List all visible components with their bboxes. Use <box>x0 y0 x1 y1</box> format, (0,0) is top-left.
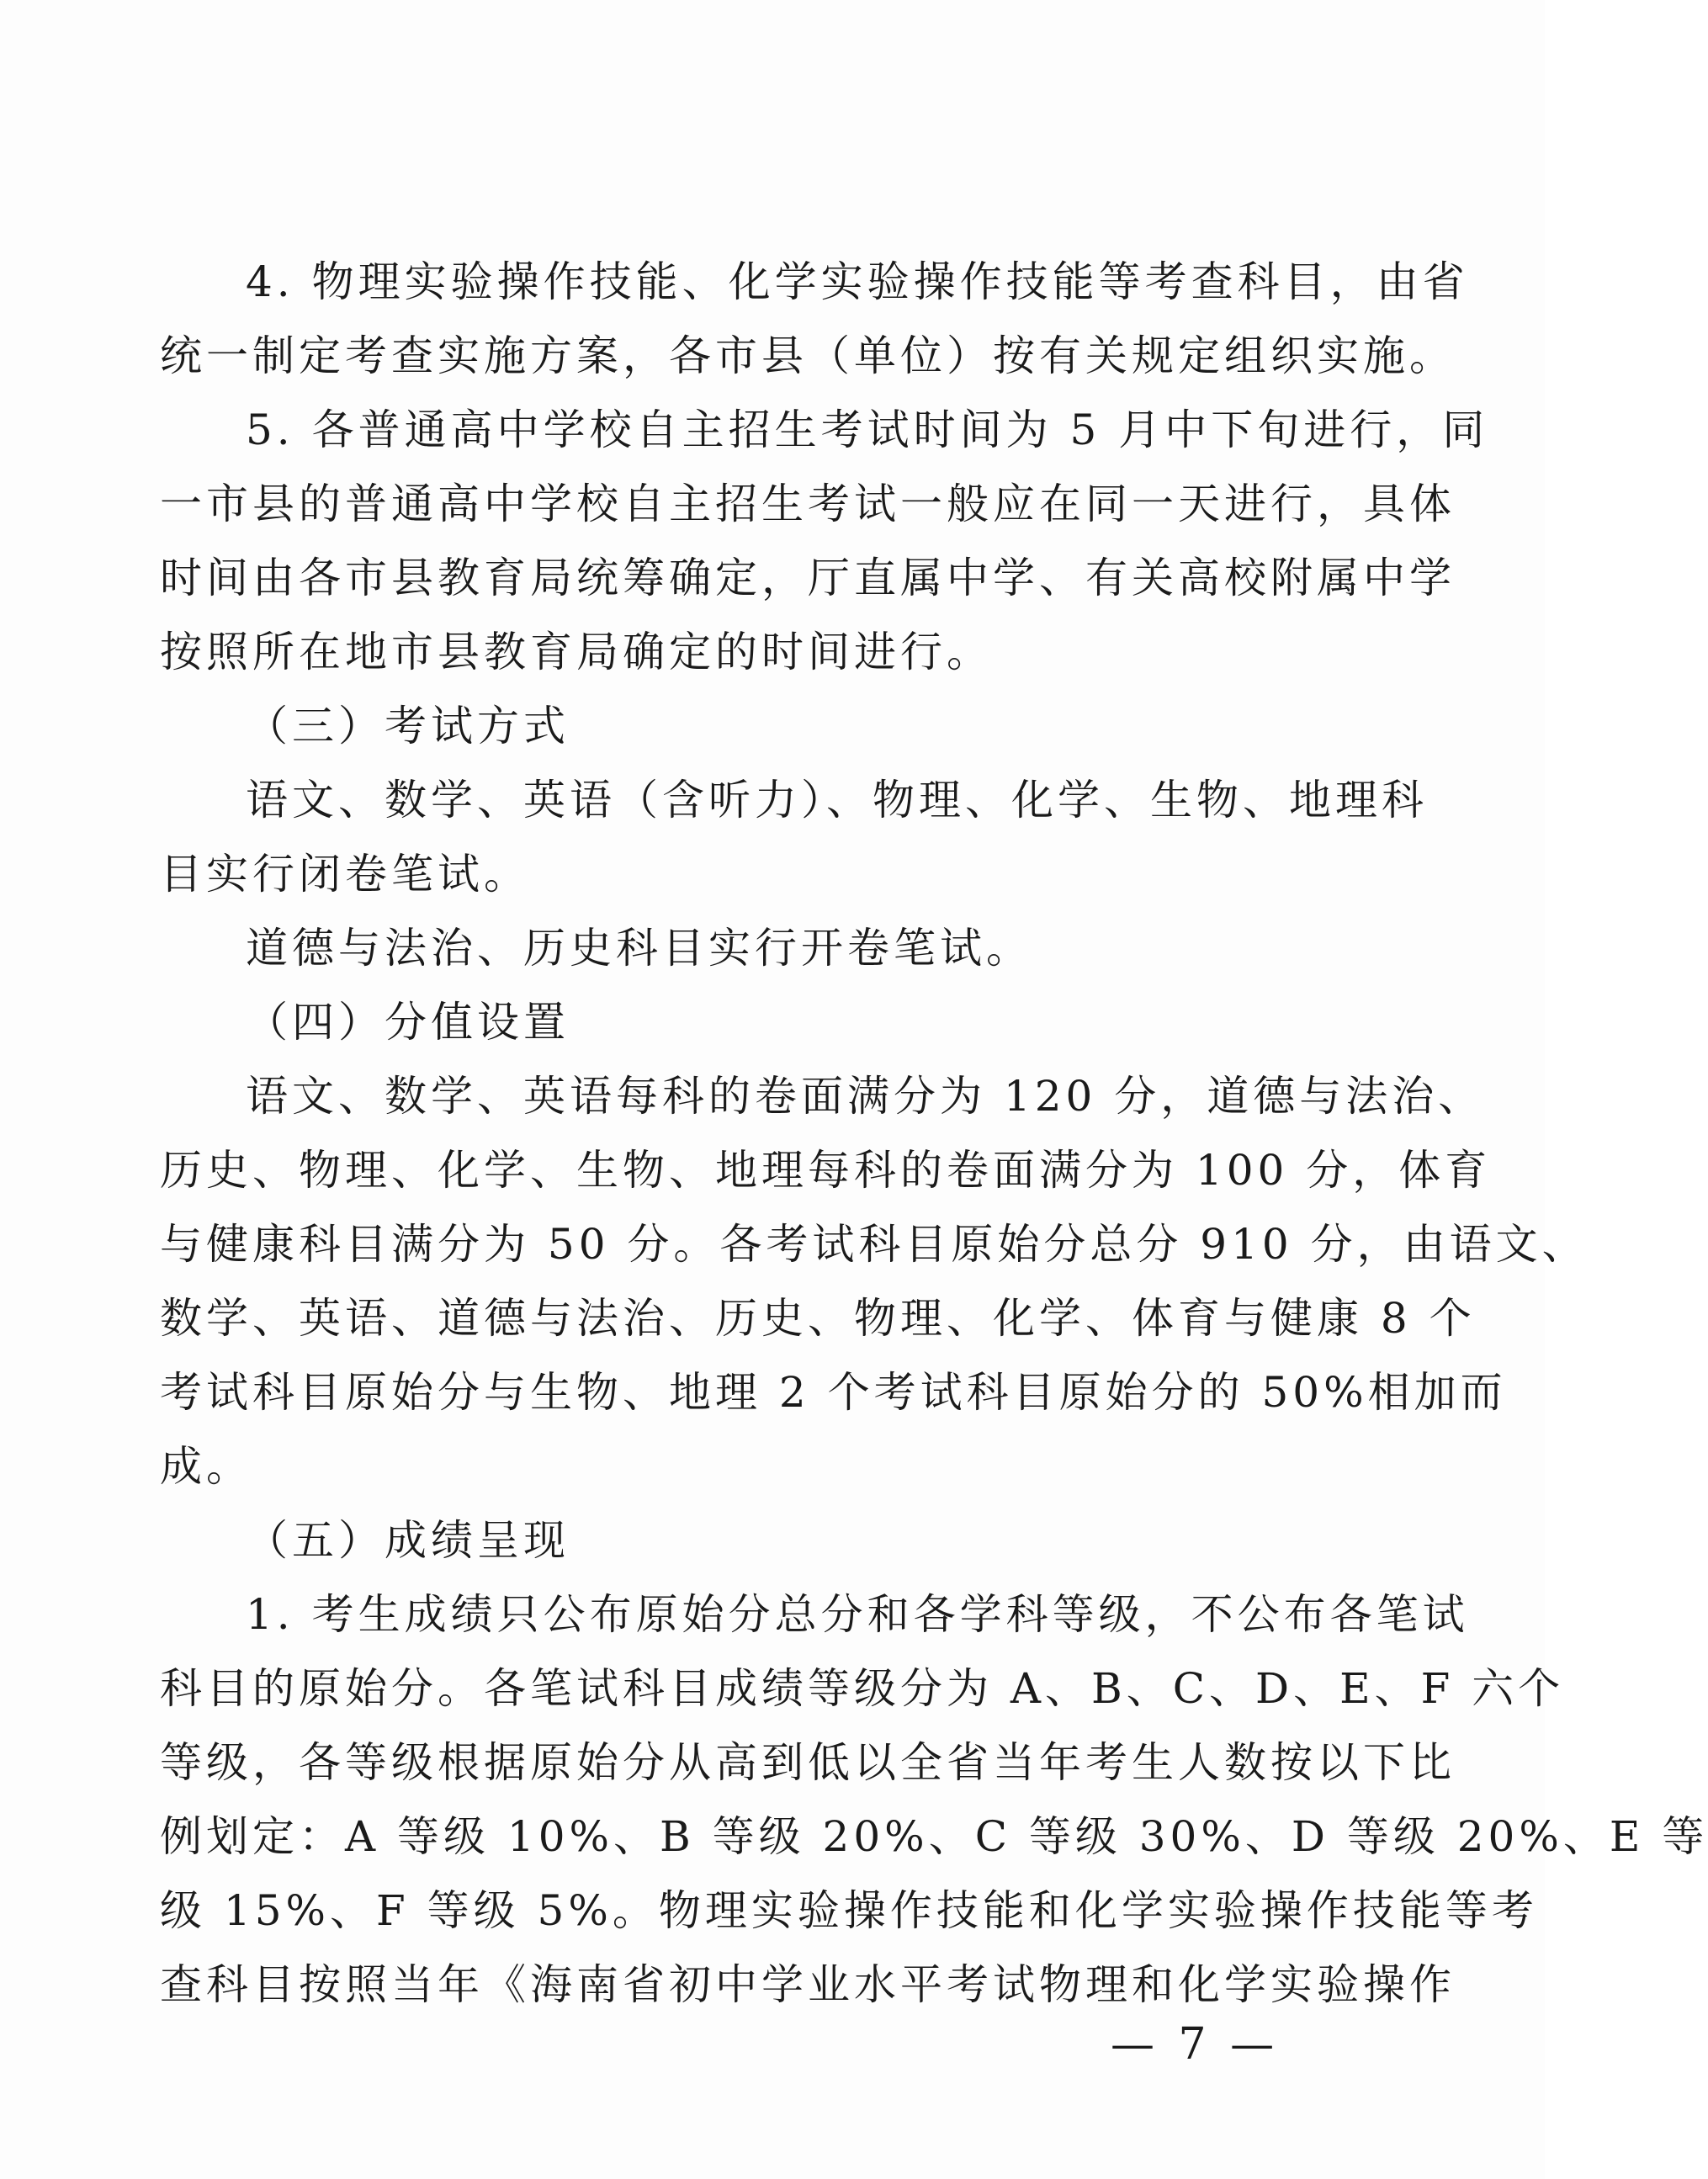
paragraph-line: 科目的原始分。各笔试科目成绩等级分为 A、B、C、D、E、F 六个 <box>160 1664 1565 1713</box>
paragraph-line: 例划定：A 等级 10%、B 等级 20%、C 等级 30%、D 等级 20%、E 等 <box>160 1812 1708 1861</box>
page-number: — 7 — <box>1111 2019 1280 2070</box>
paragraph-line: 语文、数学、英语每科的卷面满分为 120 分，道德与法治、 <box>246 1072 1485 1121</box>
paragraph-line: 目实行闭卷笔试。 <box>160 850 530 899</box>
paragraph-line: 4. 物理实验操作技能、化学实验操作技能等考查科目，由省 <box>246 257 1469 306</box>
paragraph-line: 道德与法治、历史科目实行开卷笔试。 <box>246 924 1032 973</box>
paragraph-line: 查科目按照当年《海南省初中学业水平考试物理和化学实验操作 <box>160 1960 1456 2009</box>
paragraph-line: 统一制定考查实施方案，各市县（单位）按有关规定组织实施。 <box>160 331 1456 380</box>
paragraph-line: 数学、英语、道德与法治、历史、物理、化学、体育与健康 8 个 <box>160 1294 1476 1343</box>
paragraph-line: 历史、物理、化学、生物、地理每科的卷面满分为 100 分，体育 <box>160 1146 1492 1195</box>
paragraph-line: 1. 考生成绩只公布原始分总分和各学科等级，不公布各笔试 <box>246 1590 1469 1639</box>
paragraph-line: 5. 各普通高中学校自主招生考试时间为 5 月中下旬进行，同 <box>246 406 1489 454</box>
paragraph-line: 语文、数学、英语（含听力）、物理、化学、生物、地理科 <box>246 776 1428 824</box>
paragraph-line: 级 15%、F 等级 5%。物理实验操作技能和化学实验操作技能等考 <box>160 1886 1538 1935</box>
paragraph-line: 成。 <box>160 1442 252 1491</box>
paragraph-line: 与健康科目满分为 50 分。各考试科目原始分总分 910 分，由语文、 <box>160 1220 1589 1269</box>
section-heading: （五）成绩呈现 <box>246 1516 570 1565</box>
paragraph-line: 时间由各市县教育局统筹确定，厅直属中学、有关高校附属中学 <box>160 554 1456 602</box>
section-heading: （三）考试方式 <box>246 702 570 750</box>
paragraph-line: 等级，各等级根据原始分从高到低以全省当年考生人数按以下比 <box>160 1738 1456 1787</box>
paragraph-line: 一市县的普通高中学校自主招生考试一般应在同一天进行，具体 <box>160 480 1456 528</box>
paragraph-line: 考试科目原始分与生物、地理 2 个考试科目原始分的 50%相加而 <box>160 1368 1507 1417</box>
paragraph-line: 按照所在地市县教育局确定的时间进行。 <box>160 628 993 676</box>
section-heading: （四）分值设置 <box>246 998 570 1047</box>
